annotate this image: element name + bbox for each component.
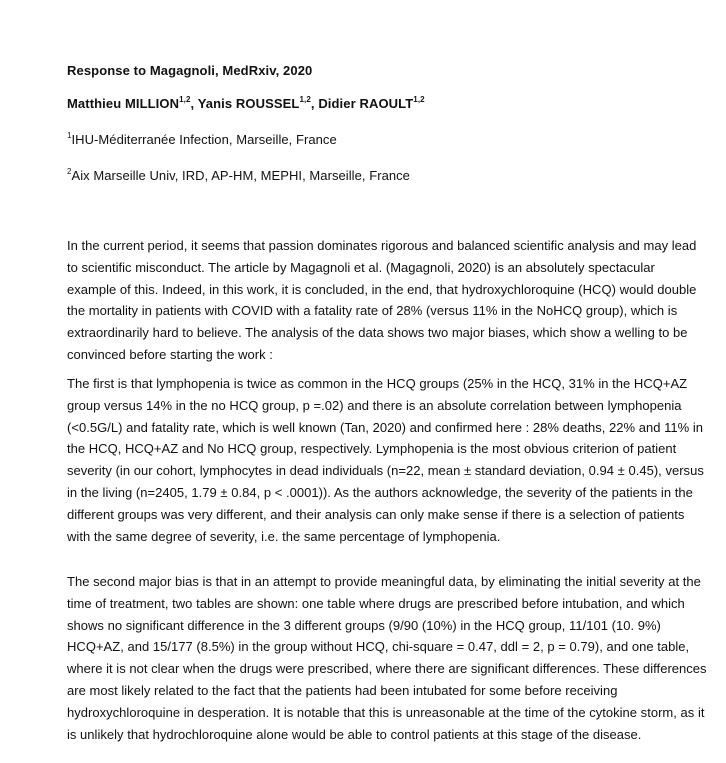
body-paragraph-3: The second major bias is that in an attempt to provide meaningful data, by eliminating the initial severity at the time of treatment, two tables are shown: one table where drugs are prescribed before intubation, and which shows no significant difference in the 3 different groups (9/90 (10%) in the HCQ group, 11/101 (10. 9%) HCQ+AZ, and 15/177 (8.5%) in the group without HCQ, chi-square = 0.47, ddl = 2, p = 0.79), and one table, where it is not clear when the drugs were prescribed, where there are significant differences. These differences are most likely related to the fact that the patients had been intubated for some before receiving hydroxychloroquine in desperation. It is notable that this is unreasonable at the time of the cytokine storm, as it is unlikely that hydrochloroquine alone would be able to control patients at this stage of the disease. <box>67 574 707 742</box>
affiliation-2: $^2$Aix Marseille Univ, IRD, AP-HM, MEPHI, Marseille, France <box>67 166 410 183</box>
affiliation-1: $^1$IHU-Méditerranée Infection, Marseille, France <box>67 130 337 147</box>
author: Didier RAOULT$^{1,2}$ <box>318 94 425 111</box>
body-paragraph-2: The first is that lymphopenia is twice as common in the HCQ groups (25% in the HCQ, 31% in the HCQ+AZ group versus 14% in the no HCQ group, p =.02) and there is an absolute correlation between lymphopenia (<0.5G/L) and fatality rate, which is well known (Tan, 2020) and confirmed here : 28% deaths, 22% and 11% in the HCQ, HCQ+AZ and No HCQ group, respectively. Lymphopenia is the most obvious criterion of patient severity (in our cohort, lymphocytes in dead individuals (n=22, mean ± standard deviation, 0.94 ± 0.45), versus in the living (n=2405, 1.79 ± 0.84, p < .0001)). As the authors acknowledge, the severity of the patients in the different groups was very different, and their analysis can only make sense if there is a selection of patients with the same degree of severity, i.e. the same percentage of lymphopenia. <box>67 376 704 544</box>
author: Matthieu MILLION$^{1,2}$, <box>67 94 198 111</box>
body-paragraph-1: In the current period, it seems that passion dominates rigorous and balanced scientific analysis and may lead to scientific misconduct. The article by Magagnoli et al. (Magagnoli, 2020) is an absolutely spectacular example of this. Indeed, in this work, it is concluded, in the end, that hydroxychloroquine (HCQ) would double the mortality in patients with COVID with a fatality rate of 28% (versus 11% in the NoHCQ group), which is extraordinarily hard to believe. The analysis of the data shows two major biases, which show a welling to be convinced before starting the work : <box>67 238 697 362</box>
author-list <box>67 96 425 111</box>
author: Yanis ROUSSEL$^{1,2}$, <box>197 94 319 111</box>
document-title: Response to Magagnoli, MedRxiv, 2020 <box>67 63 313 78</box>
